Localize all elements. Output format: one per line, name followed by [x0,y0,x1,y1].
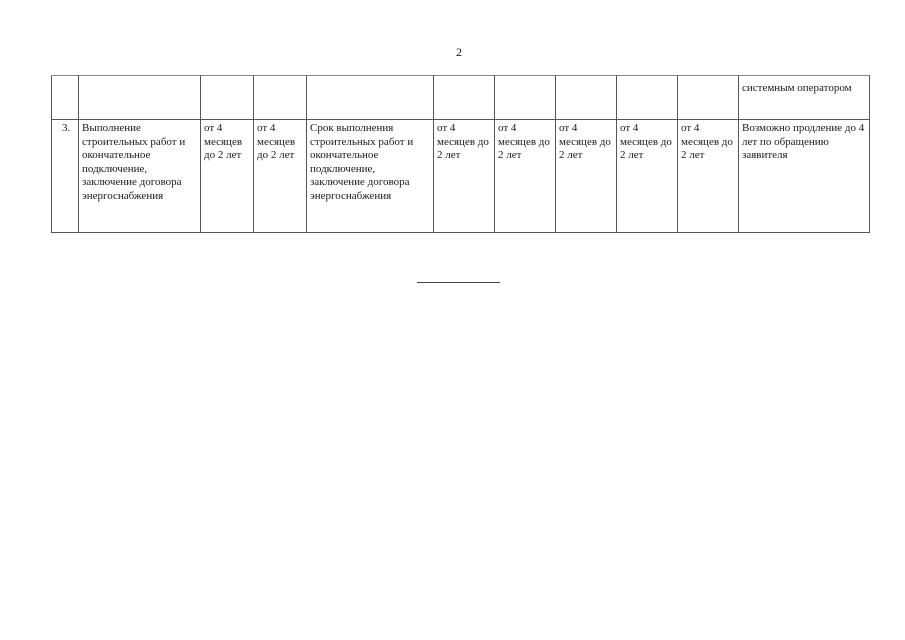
table-cell [52,76,79,120]
stage-name: Выполнение строительных работ и окончательное подключение, заключение договора энергоснабжения [79,120,201,233]
table-cell [254,76,307,120]
row-number: 3. [52,120,79,233]
table-cell [678,76,739,120]
table-cell [201,76,254,120]
table-cell [434,76,495,120]
stage-description: Срок выполнения строительных работ и окончательное подключение, заключение договора энергоснабжения [307,120,434,233]
table-cell [556,76,617,120]
table-row-continuation [52,76,870,120]
table-cell [495,76,556,120]
term-cell: от 4 месяцев до 2 лет [556,120,617,233]
table-cell [79,76,201,120]
term-cell: от 4 месяцев до 2 лет [201,120,254,233]
term-cell: от 4 месяцев до 2 лет [617,120,678,233]
table-cell [617,76,678,120]
term-cell: от 4 месяцев до 2 лет [495,120,556,233]
table-cell [307,76,434,120]
end-of-document-rule [417,282,500,283]
table-row [52,120,870,233]
term-cell: от 4 месяцев до 2 лет [678,120,739,233]
page-number: 2 [456,45,462,59]
procedure-table [51,75,870,233]
term-cell: от 4 месяцев до 2 лет [434,120,495,233]
term-cell: от 4 месяцев до 2 лет [254,120,307,233]
table-cell-note-continuation: системным оператором [739,76,870,120]
note-cell: Возможно продление до 4 лет по обращению заявителя [739,120,870,233]
